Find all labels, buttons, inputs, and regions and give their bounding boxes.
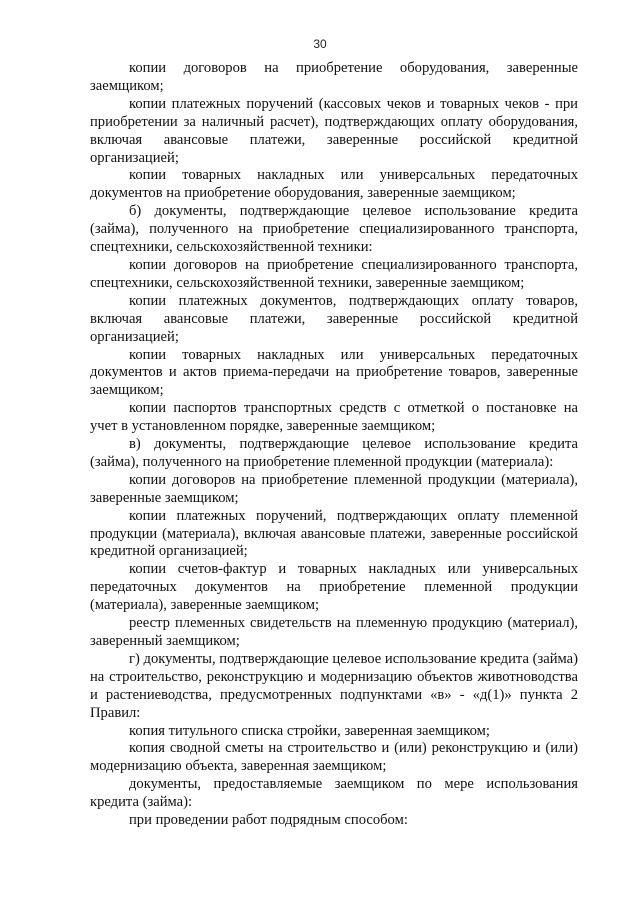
paragraph: г) документы, подтверждающие целевое использование кредита (займа) на строительство, реконструкцию и модернизацию объектов животноводства и растениеводства, предусмотренных подпунктами «в» - «д(1)» пункта 2 Правил: <box>90 650 578 721</box>
paragraph: копии платежных поручений, подтверждающих оплату племенной продукции (материала), включая авансовые платежи, заверенные российской кредитной организацией; <box>90 507 578 560</box>
paragraph: б) документы, подтверждающие целевое использование кредита (займа), полученного на приобретение специализированного транспорта, спецтехники, сельскохозяйственной техники: <box>90 203 578 256</box>
paragraph: копии паспортов транспортных средств с отметкой о постановке на учет в установленном порядке, заверенные заемщиком; <box>90 400 578 435</box>
paragraph: копии счетов-фактур и товарных накладных или универсальных передаточных документов на приобретение племенной продукции (материала), заверенные заемщиком; <box>90 561 578 614</box>
paragraph: копия титульного списка стройки, заверенная заемщиком; <box>129 722 490 739</box>
paragraph: документы, предоставляемые заемщиком по мере использования кредита (займа): <box>90 776 578 811</box>
paragraph: при проведении работ подрядным способом: <box>129 812 408 829</box>
paragraph: копия сводной сметы на строительство и (или) реконструкцию и (или) модернизацию объекта, заверенная заемщиком; <box>90 740 578 775</box>
paragraph: реестр племенных свидетельств на племенную продукцию (материал), заверенный заемщиком; <box>90 615 578 649</box>
paragraph: копии платежных документов, подтверждающих оплату товаров, включая авансовые платежи, заверенные российской кредитной организацией; <box>90 292 578 345</box>
paragraph: копии договоров на приобретение племенной продукции (материала), заверенные заемщиком; <box>90 471 578 506</box>
page-number: 30 <box>313 37 327 51</box>
document-body <box>90 60 578 830</box>
paragraph: копии платежных поручений (кассовых чеков и товарных чеков - при приобретении за наличный расчет), подтверждающих оплату оборудования, включая авансовые платежи, заверенные российской кредитной организацией; <box>90 95 578 166</box>
paragraph: копии договоров на приобретение оборудования, заверенные заемщиком; <box>90 60 578 94</box>
paragraph: копии договоров на приобретение специализированного транспорта, спецтехники, сельскохозяйственной техники, заверенные заемщиком; <box>90 256 578 291</box>
paragraph: копии товарных накладных или универсальных передаточных документов и актов приема-передачи на приобретение товаров, заверенные заемщиком; <box>90 346 578 399</box>
paragraph: в) документы, подтверждающие целевое использование кредита (займа), полученного на приобретение племенной продукции (материала): <box>90 436 578 470</box>
paragraph: копии товарных накладных или универсальных передаточных документов на приобретение оборудования, заверенные заемщиком; <box>90 167 578 202</box>
